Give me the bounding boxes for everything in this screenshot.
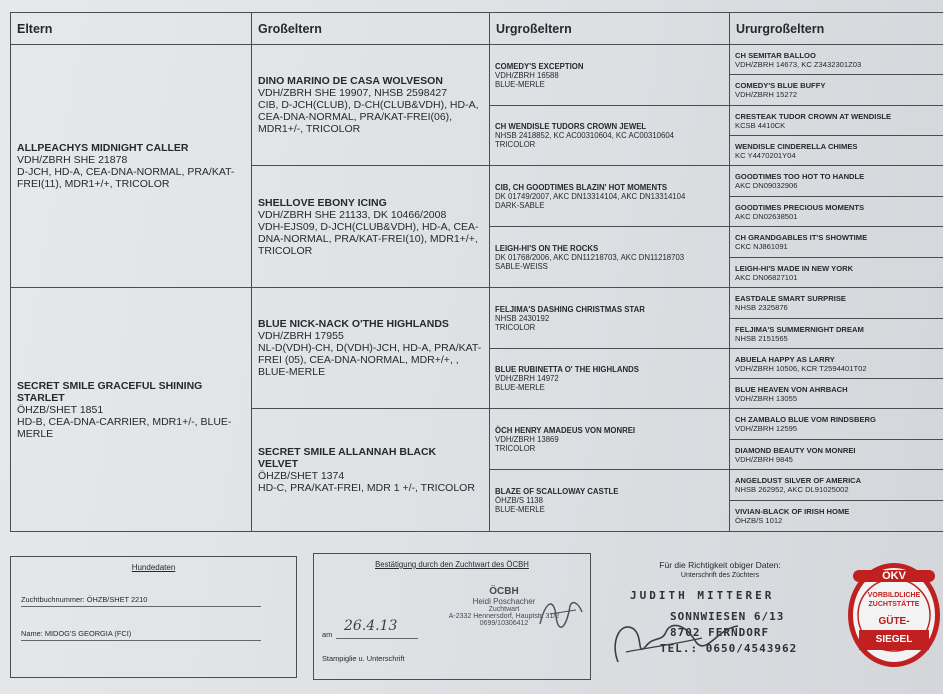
ancestor-name: CH GRANDGABLES IT'S SHOWTIME — [735, 233, 868, 242]
confirmation-box — [313, 553, 591, 680]
ancestor-details: VDH/ZBRH 12595 — [735, 424, 798, 433]
ancestor-name: ÖCH HENRY AMADEUS VON MONREI — [495, 425, 636, 435]
ancestor-name: CIB, CH GOODTIMES BLAZIN' HOT MOMENTS — [495, 182, 668, 192]
ancestor-details: AKC DN02638501 — [735, 211, 798, 221]
grandparent-details: ÖHZB/SHET 1374 HD-C, PRA/KAT-FREI, MDR 1 +/-, TRICOLOR — [258, 470, 475, 494]
grandparent-cell — [252, 288, 490, 409]
ancestor-name: ANGELDUST SILVER OF AMERICA — [735, 476, 862, 485]
ancestor-details: VDH/ZBRH 14972 BLUE-MERLE — [495, 374, 559, 392]
seal-top: ÖKV — [853, 570, 935, 582]
header-grandparents: Großeltern — [252, 13, 490, 45]
parent-sire — [11, 45, 252, 288]
grandparent-name: BLUE NICK-NACK O'THE HIGHLANDS — [258, 318, 449, 330]
great-grandparent-cell — [490, 106, 730, 166]
gg-grandparent-cell — [730, 470, 943, 501]
gg-grandparent-cell — [730, 227, 943, 258]
header-great-grandparents: Urgroßeltern — [490, 13, 730, 45]
ancestor-name: BLUE HEAVEN VON AHRBACH — [735, 384, 848, 394]
gg-grandparent-cell — [730, 379, 943, 409]
seal-line4: SIEGEL — [875, 634, 913, 645]
ancestor-name: ABUELA HAPPY AS LARRY — [735, 354, 835, 364]
confirmation-footer: Stampiglie u. Unterschrift — [322, 654, 405, 663]
breeder-stamp-city: 8702 FERNDORF — [670, 626, 770, 639]
ancestor-details: DK 01749/2007, AKC DN13314104, AKC DN13314104 DARK-SABLE — [495, 191, 686, 210]
ancestor-name: GOODTIMES TOO HOT TO HANDLE — [735, 172, 865, 181]
great-grandparent-cell — [490, 227, 730, 288]
ancestor-details: ÖHZB/S 1138 BLUE-MERLE — [495, 496, 545, 514]
ancestor-details: VDH/ZBRH 15272 — [735, 90, 798, 99]
ancestor-name: LEIGH-HI'S MADE IN NEW YORK — [735, 263, 854, 273]
seal-line2: ZUCHTSTÄTTE — [868, 601, 920, 608]
stamp-address: A-2332 Hennersdorf, Hauptstr. 31/2 — [448, 613, 560, 620]
great-grandparent-cell — [490, 470, 730, 531]
ancestor-name: FELJIMA'S DASHING CHRISTMAS STAR — [495, 304, 645, 314]
name-value: MIDOG'S GEORGIA (FCI) — [44, 629, 132, 638]
grandparent-name: SHELLOVE EBONY ICING — [258, 196, 387, 209]
breeder-section — [600, 556, 840, 686]
confirmation-title: Bestätigung durch den Zuchtwart des ÖCBH — [375, 560, 529, 569]
ancestor-details: AKC DN06827101 — [735, 272, 798, 282]
ancestor-details: VDH/ZBRH 13869 TRICOLOR — [495, 434, 559, 453]
gg-grandparent-cell — [730, 136, 943, 166]
handwritten-date: 26.4.13 — [344, 618, 398, 634]
ancestor-details: VDH/ZBRH 16588 BLUE-MERLE — [495, 70, 559, 89]
great-grandparent-cell — [490, 288, 730, 349]
grandparent-details: VDH/ZBRH SHE 21133, DK 10466/2008 VDH-EJS09, D-JCH(CLUB&VDH), HD-A, CEA- DNA-NORMAL, PRA/KAT-FREI(10), MDR1+/+, TRICOLOR — [258, 208, 479, 257]
ancestor-name: WENDISLE CINDERELLA CHIMES — [735, 141, 858, 151]
ancestor-details: VDH/ZBRH 9845 — [735, 454, 793, 464]
great-grandparent-cell — [490, 45, 730, 106]
stamp-role: Zuchtwart — [488, 606, 520, 613]
ancestor-name: FELJIMA'S SUMMERNIGHT DREAM — [735, 324, 864, 334]
parent-dam — [11, 288, 252, 531]
stamp-name: Heidi Poschacher — [472, 597, 536, 606]
great-grandparent-cell — [490, 409, 730, 470]
studbook-value: ÖHZB/SHET 2210 — [86, 595, 148, 604]
studbook-label: Zuchtbuchnummer: — [21, 595, 85, 604]
date-prefix: am — [322, 630, 333, 639]
breeder-subheading: Unterschrift des Züchters — [680, 572, 760, 579]
grandparent-cell — [252, 45, 490, 166]
ancestor-details: ÖHZB/S 1012 — [735, 516, 783, 525]
ancestor-details: VDH/ZBRH 13055 — [735, 393, 798, 403]
gg-grandparent-cell — [730, 45, 943, 75]
parent-details: VDH/ZBRH SHE 21878 D-JCH, HD-A, CEA-DNA-NORMAL, PRA/KAT- FREI(11), MDR1+/+, TRICOLOR — [17, 154, 235, 190]
ancestor-name: EASTDALE SMART SURPRISE — [735, 294, 846, 303]
breeder-heading: Für die Richtigkeit obiger Daten: — [659, 560, 781, 570]
ancestor-details: DK 01768/2006, AKC DN11218703, AKC DN11218703 SABLE-WEISS — [495, 252, 685, 271]
ancestor-name: GOODTIMES PRECIOUS MOMENTS — [735, 202, 865, 212]
gg-grandparent-cell — [730, 197, 943, 227]
gg-grandparent-cell — [730, 166, 943, 197]
ancestor-name: DIAMOND BEAUTY VON MONREI — [735, 445, 856, 455]
name-row — [21, 629, 131, 638]
gg-grandparent-cell — [730, 501, 943, 531]
great-grandparent-cell — [490, 166, 730, 227]
gg-grandparent-cell — [730, 258, 943, 288]
ancestor-name: VIVIAN-BLACK OF IRISH HOME — [735, 507, 850, 516]
breed-warden-signature — [536, 594, 586, 634]
grandparent-cell — [252, 409, 490, 531]
gg-grandparent-cell — [730, 440, 943, 470]
ancestor-name: LEIGH-HI'S ON THE ROCKS — [495, 243, 599, 253]
grandparent-name: DINO MARINO DE CASA WOLVESON — [258, 75, 443, 87]
ancestor-details: NHSB 2325876 — [735, 303, 788, 312]
studbook-row — [21, 595, 147, 604]
gg-grandparent-cell — [730, 288, 943, 319]
ancestor-details: NHSB 2430192 TRICOLOR — [495, 313, 550, 332]
seal-line1: VORBILDLICHE — [867, 592, 921, 599]
ancestor-details: NHSB 262952, AKC DL91025002 — [735, 485, 849, 494]
name-label: Name: — [21, 629, 43, 638]
gg-grandparent-cell — [730, 409, 943, 440]
ancestor-details: CKC NJ861091 — [735, 242, 788, 251]
ancestor-details: KC Y4470201Y04 — [735, 150, 796, 160]
pedigree-table — [10, 12, 943, 532]
ancestor-name: CRESTEAK TUDOR CROWN AT WENDISLE — [735, 111, 892, 121]
parent-name: ALLPEACHYS MIDNIGHT CALLER — [17, 142, 189, 154]
ancestor-details: NHSB 2151565 — [735, 333, 788, 343]
header-parents: Eltern — [11, 13, 252, 45]
parent-details: ÖHZB/SHET 1851 HD-B, CEA-DNA-CARRIER, MDR1+/-, BLUE- MERLE — [17, 403, 232, 440]
grandparent-name: SECRET SMILE ALLANNAH BLACK VELVET — [258, 446, 437, 470]
ancestor-details: NHSB 2418852, KC AC00310604, KC AC00310604 TRICOLOR — [495, 131, 675, 149]
dog-data-title: Hundedaten — [131, 563, 176, 572]
ancestor-name: COMEDY'S EXCEPTION — [495, 61, 584, 71]
stamp-org: ÖCBH — [489, 586, 519, 597]
ancestor-name: CH WENDISLE TUDORS CROWN JEWEL — [495, 122, 647, 131]
parent-name: SECRET SMILE GRACEFUL SHINING STARLET — [17, 379, 203, 404]
ancestor-details: AKC DN09032906 — [735, 181, 798, 190]
breeder-stamp-name: JUDITH MITTERER — [630, 589, 775, 602]
gg-grandparent-cell — [730, 75, 943, 106]
breeder-stamp-street: SONNWIESEN 6/13 — [670, 610, 785, 623]
header-great-great-grandparents: Ururgroßeltern — [730, 13, 943, 45]
grandparent-details: VDH/ZBRH SHE 19907, NHSB 2598427 CIB, D-JCH(CLUB), D-CH(CLUB&VDH), HD-A, CEA-DNA-NORMAL, PRA/KAT-FREI(06), MDR1+/-, TRICOLOR — [258, 87, 479, 135]
ancestor-details: VDH/ZBRH 10506, KCR T2594401T02 — [735, 363, 867, 373]
ancestor-details: KCSB 4410CK — [735, 120, 786, 130]
grandparent-cell — [252, 166, 490, 288]
dog-data-box — [10, 556, 297, 678]
ancestor-name: CH SEMITAR BALLOO — [735, 50, 816, 60]
ancestor-name: BLUE RUBINETTA O' THE HIGHLANDS — [495, 365, 639, 374]
breeder-stamp-phone: TEL.: 0650/4543962 — [660, 642, 798, 655]
grandparent-details: VDH/ZBRH 17955 NL-D(VDH)-CH, D(VDH)-JCH, HD-A, PRA/KAT- FREI (05), CEA-DNA-NORMAL, MDR+/+, , BLUE-MERLE — [258, 330, 482, 378]
gg-grandparent-cell — [730, 349, 943, 379]
gg-grandparent-cell — [730, 106, 943, 136]
ancestor-name: BLAZE OF SCALLOWAY CASTLE — [495, 487, 619, 496]
gg-grandparent-cell — [730, 319, 943, 349]
stamp-phone: 0699/10306412 — [479, 620, 529, 627]
great-grandparent-cell — [490, 349, 730, 409]
ancestor-details: VDH/ZBRH 14673, KC Z3432301Z03 — [735, 59, 862, 69]
quality-seal — [848, 563, 940, 667]
breeder-signature — [606, 602, 746, 672]
seal-line3: GÜTE- — [878, 616, 910, 627]
ancestor-name: CH ZAMBALO BLUE VOM RINDSBERG — [735, 415, 876, 424]
ancestor-name: COMEDY'S BLUE BUFFY — [735, 81, 826, 90]
